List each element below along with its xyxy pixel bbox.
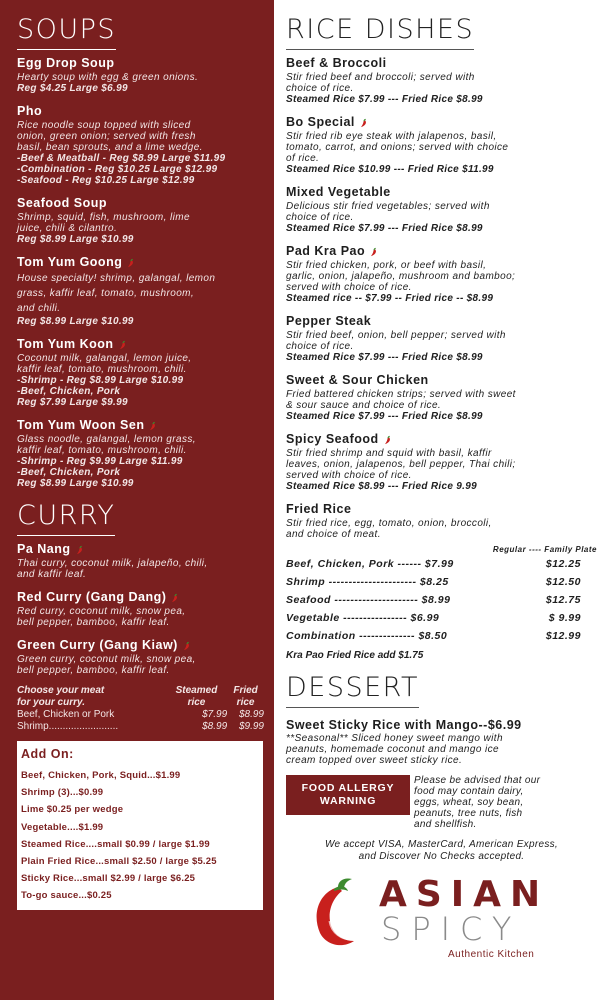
right-column bbox=[274, 0, 607, 1000]
fried-rice-meat-regular: Beef, Chicken, Pork ------ $7.99 bbox=[286, 558, 454, 570]
menu-item-name bbox=[17, 254, 264, 271]
add-on-line: Plain Fried Rice...small $2.50 / large $5.25 bbox=[21, 856, 217, 868]
chili-pepper-icon bbox=[170, 593, 179, 603]
menu-item-desc-line: served with choice of rice. bbox=[286, 282, 412, 293]
payment-notice bbox=[286, 839, 597, 863]
fried-rice-family-price: $12.50 bbox=[545, 576, 581, 588]
menu-item-name-text: Tom Yum Woon Sen bbox=[17, 418, 145, 432]
menu-item-price-line: -Beef, Chicken, Pork bbox=[17, 386, 121, 397]
menu-item-price-line: -Combination - Reg $10.25 Large $12.99 bbox=[17, 164, 218, 175]
curry-meat-name: Beef, Chicken or Pork bbox=[17, 709, 115, 720]
menu-item-name-text: Green Curry (Gang Kiaw) bbox=[17, 638, 178, 652]
menu-item-name bbox=[17, 417, 264, 434]
menu-item-price-line: -Shrimp - Reg $8.99 Large $10.99 bbox=[17, 375, 184, 386]
chili-pepper-icon bbox=[369, 247, 378, 257]
menu-item bbox=[286, 431, 597, 492]
chili-pepper-icon bbox=[148, 421, 157, 431]
allergy-badge-line: FOOD ALLERGY bbox=[301, 782, 395, 794]
menu-item-price-line: Steamed Rice $7.99 --- Fried Rice $8.99 bbox=[286, 94, 483, 105]
chili-pepper-icon bbox=[118, 340, 127, 350]
menu-item-name-text: Seafood Soup bbox=[17, 196, 108, 210]
dessert-title: DESSERT bbox=[286, 672, 419, 708]
menu-item bbox=[17, 103, 264, 186]
fried-rice-row bbox=[286, 591, 597, 609]
menu-item-name bbox=[286, 372, 597, 389]
rice-dishes-title: RICE DISHES bbox=[286, 14, 474, 50]
menu-item-desc-line: Coconut milk, galangal, lemon juice, bbox=[17, 353, 192, 364]
payment-line: and Discover No Checks accepted. bbox=[358, 851, 525, 862]
menu-item-desc-line: Fried battered chicken strips; served with sweet bbox=[286, 389, 516, 400]
fried-rice-header-label: Regular ---- Family Plate bbox=[492, 545, 597, 554]
curry-meat-header-line-2: for your curry. bbox=[17, 697, 85, 708]
menu-item-name bbox=[286, 114, 597, 131]
menu-item-desc-line: juice, chili & cilantro. bbox=[17, 223, 118, 234]
menu-item-desc-line: choice of rice. bbox=[286, 341, 354, 352]
menu-item-desc-line: Glass noodle, galangal, lemon grass, bbox=[17, 434, 196, 445]
fried-rice-header bbox=[227, 685, 264, 709]
dessert-desc-line: peanuts, homemade coconut and mango ice bbox=[286, 744, 499, 755]
menu-item bbox=[17, 637, 264, 676]
menu-item-desc-line: tomato, carrot, and onions; served with choice bbox=[286, 142, 509, 153]
rice-dishes-list bbox=[286, 55, 597, 492]
soups-list bbox=[17, 55, 264, 489]
add-on-line: Shrimp (3)...$0.99 bbox=[21, 787, 104, 799]
menu-item-name-text: Beef & Broccoli bbox=[286, 56, 387, 70]
fried-rice-meat-regular: Vegetable ---------------- $6.99 bbox=[286, 612, 440, 624]
curry-meat-row bbox=[17, 709, 264, 721]
menu-item-price-line: -Shrimp - Reg $9.99 Large $11.99 bbox=[17, 456, 183, 467]
menu-item bbox=[17, 589, 264, 628]
menu-item-name bbox=[17, 541, 264, 558]
menu-item-name bbox=[286, 55, 597, 72]
fried-rice-row bbox=[286, 627, 597, 645]
menu-item-name bbox=[17, 103, 264, 120]
menu-item bbox=[17, 195, 264, 245]
menu-item-desc-line: garlic, onion, jalapeño, mushroom and bamboo; bbox=[286, 271, 516, 282]
add-on-line: Vegetable....$1.99 bbox=[21, 821, 104, 833]
allergy-notice-line: eggs, wheat, soy bean, bbox=[414, 797, 524, 808]
menu-item-name-text: Egg Drop Soup bbox=[17, 56, 115, 70]
menu-item-name bbox=[286, 184, 597, 201]
logo-word-asian: ASIAN bbox=[379, 874, 550, 915]
menu-item-name bbox=[286, 431, 597, 448]
menu-item bbox=[286, 243, 597, 304]
menu-item-name-text: Bo Special bbox=[286, 115, 355, 129]
add-on-line: Lime $0.25 per wedge bbox=[21, 804, 124, 816]
menu-item-desc-line: Stir fried beef and broccoli; served with bbox=[286, 72, 475, 83]
menu-item-name-text: Mixed Vegetable bbox=[286, 185, 391, 199]
dessert-name: Sweet Sticky Rice with Mango--$6.99 bbox=[286, 718, 522, 732]
add-on-line: Steamed Rice....small $0.99 / large $1.99 bbox=[21, 838, 210, 850]
menu-item bbox=[17, 55, 264, 94]
menu-item-desc-line: and chili. bbox=[17, 303, 61, 314]
fried-rice-family-price: $12.99 bbox=[545, 630, 581, 642]
asian-spicy-logo bbox=[286, 869, 597, 959]
menu-item-desc-line: bell pepper, bamboo, kaffir leaf. bbox=[17, 665, 170, 676]
menu-item-price-line: -Beef, Chicken, Pork bbox=[17, 467, 121, 478]
fried-rice-family-price: $12.75 bbox=[545, 594, 581, 606]
curry-list bbox=[17, 541, 264, 676]
menu-item-desc-line: served with choice of rice. bbox=[286, 470, 412, 481]
add-on-line: Beef, Chicken, Pork, Squid...$1.99 bbox=[21, 770, 181, 781]
curry-steamed-price: $8.99 bbox=[202, 721, 228, 732]
chili-pepper-icon bbox=[359, 118, 368, 128]
fried-rice-row bbox=[286, 573, 597, 591]
menu-item bbox=[17, 541, 264, 580]
fried-rice-meat-regular: Shrimp ---------------------- $8.25 bbox=[286, 576, 449, 588]
menu-item-desc-line: kaffir leaf, tomato, mushroom, chili. bbox=[17, 364, 187, 375]
fried-rice-rows bbox=[286, 555, 597, 645]
menu-item bbox=[17, 417, 264, 489]
menu-item-desc-line: onion, green onion; served with fresh bbox=[17, 131, 196, 142]
allergy-notice-line: Please be advised that our bbox=[414, 775, 541, 786]
add-on-line: To-go sauce...$0.25 bbox=[21, 890, 112, 902]
fried-header-line-1: Fried bbox=[233, 685, 258, 696]
curry-meat-name: Shrimp......................... bbox=[17, 721, 119, 732]
menu-item-name bbox=[17, 55, 264, 72]
left-column bbox=[0, 0, 274, 1000]
menu-item-name bbox=[286, 243, 597, 260]
logo-word-spicy: SPICY bbox=[381, 910, 522, 948]
menu-item-price-line: Reg $7.99 Large $9.99 bbox=[17, 397, 128, 408]
menu-item-name-text: Spicy Seafood bbox=[286, 432, 379, 446]
menu-item-desc-line: Stir fried chicken, pork, or beef with basil, bbox=[286, 260, 487, 271]
curry-steamed-price: $7.99 bbox=[202, 709, 228, 720]
logo-tagline: Authentic Kitchen bbox=[448, 949, 535, 960]
menu-item-desc-line: Stir fried shrimp and squid with basil, kaffir bbox=[286, 448, 492, 459]
menu-item-price-line: Steamed Rice $7.99 --- Fried Rice $8.99 bbox=[286, 223, 483, 234]
fried-rice-name: Fried Rice bbox=[286, 502, 352, 516]
menu-item-name-text: Sweet & Sour Chicken bbox=[286, 373, 429, 387]
chili-pepper-icon bbox=[126, 258, 135, 268]
menu-item-price-line: Steamed Rice $10.99 --- Fried Rice $11.99 bbox=[286, 164, 494, 175]
food-allergy-badge bbox=[286, 775, 410, 815]
menu-item-name-text: Pa Nang bbox=[17, 542, 71, 556]
menu-item-name-text: Pepper Steak bbox=[286, 314, 372, 328]
curry-fried-price: $8.99 bbox=[238, 709, 264, 720]
menu-item-price-line: Steamed Rice $7.99 --- Fried Rice $8.99 bbox=[286, 411, 483, 422]
menu-item-desc-line: Stir fried rib eye steak with jalapenos, basil, bbox=[286, 131, 497, 142]
menu-item-desc-line: Stir fried beef, onion, bell pepper; served with bbox=[286, 330, 506, 341]
menu-item bbox=[286, 55, 597, 105]
menu-item-name bbox=[17, 589, 264, 606]
fried-rice-table-header bbox=[286, 545, 597, 555]
menu-item-desc-line: Delicious stir fried vegetables; served with bbox=[286, 201, 490, 212]
menu-item-price-line: -Beef & Meatball - Reg $8.99 Large $11.99 bbox=[17, 153, 226, 164]
menu-item-price-line: -Seafood - Reg $10.25 Large $12.99 bbox=[17, 175, 195, 186]
menu-item-desc-line: Hearty soup with egg & green onions. bbox=[17, 72, 199, 83]
menu-item-price-line: Reg $8.99 Large $10.99 bbox=[17, 234, 134, 245]
menu-item-name bbox=[17, 637, 264, 654]
menu-item-desc-line: Green curry, coconut milk, snow pea, bbox=[17, 654, 196, 665]
fried-rice-family-price: $12.25 bbox=[545, 558, 581, 570]
menu-item bbox=[286, 313, 597, 363]
menu-item-desc-line: choice of rice. bbox=[286, 83, 354, 94]
fried-header-line-2: rice bbox=[236, 697, 255, 708]
menu-item-price-line: Steamed rice -- $7.99 -- Fried rice -- $8.99 bbox=[286, 293, 494, 304]
menu-item-name-text: Tom Yum Goong bbox=[17, 255, 123, 269]
menu-item-desc-line: basil, bean sprouts, and a lime wedge. bbox=[17, 142, 203, 153]
fried-rice-row bbox=[286, 609, 597, 627]
menu-item-name bbox=[17, 336, 264, 353]
fried-rice-item bbox=[286, 501, 597, 661]
menu-item-desc-line: Shrimp, squid, fish, mushroom, lime bbox=[17, 212, 190, 223]
kra-pao-add-line: Kra Pao Fried Rice add $1.75 bbox=[286, 650, 424, 661]
fried-rice-meat-regular: Seafood --------------------- $8.99 bbox=[286, 594, 451, 606]
payment-line: We accept VISA, MasterCard, American Express, bbox=[324, 839, 559, 850]
curry-meat-header-label bbox=[17, 685, 166, 709]
curry-title: CURRY bbox=[17, 500, 115, 536]
add-on-title: Add On: bbox=[21, 747, 74, 761]
allergy-section bbox=[286, 775, 597, 830]
menu-item-desc-line: & sour sauce and choice of rice. bbox=[286, 400, 442, 411]
menu-item-desc-line: kaffir leaf, tomato, mushroom, chili. bbox=[17, 445, 187, 456]
chili-pepper-logo-icon bbox=[308, 875, 368, 955]
dessert-desc-line: cream topped over sweet sticky rice. bbox=[286, 755, 463, 766]
steamed-header-line-2: rice bbox=[187, 697, 206, 708]
menu-item-price-line: Steamed Rice $7.99 --- Fried Rice $8.99 bbox=[286, 352, 483, 363]
allergy-badge-line: WARNING bbox=[319, 795, 377, 807]
menu-item-desc-line: leaves, onion, jalapenos, bell pepper, Thai chili; bbox=[286, 459, 516, 470]
curry-meat-header-line-1: Choose your meat bbox=[17, 685, 105, 696]
menu-item-desc-line: grass, kaffir leaf, tomato, mushroom, bbox=[17, 288, 195, 299]
menu-item bbox=[17, 336, 264, 408]
menu-item-desc-line: Red curry, coconut milk, snow pea, bbox=[17, 606, 186, 617]
fried-rice-row bbox=[286, 555, 597, 573]
chili-pepper-icon bbox=[383, 435, 392, 445]
add-on-box bbox=[17, 741, 263, 910]
menu-item-name bbox=[17, 195, 264, 212]
curry-meat-row bbox=[17, 721, 264, 733]
soups-title: SOUPS bbox=[17, 14, 116, 50]
menu-item-desc-line: House specialty! shrimp, galangal, lemon bbox=[17, 273, 216, 284]
menu-item-name-text: Pho bbox=[17, 104, 43, 118]
fried-rice-price-table bbox=[286, 545, 597, 645]
fried-rice-meat-regular: Combination -------------- $8.50 bbox=[286, 630, 448, 642]
allergy-notice-line: peanuts, tree nuts, fish bbox=[414, 808, 523, 819]
chili-pepper-icon bbox=[75, 545, 84, 555]
allergy-notice-line: and shellfish. bbox=[414, 819, 477, 830]
allergy-notice-line: food may contain dairy, bbox=[414, 786, 524, 797]
menu-item-price-line: Reg $4.25 Large $6.99 bbox=[17, 83, 128, 94]
menu-item-desc-line: Rice noodle soup topped with sliced bbox=[17, 120, 191, 131]
menu-item-desc-line: and kaffir leaf. bbox=[17, 569, 87, 580]
menu-item-price-line: Reg $8.99 Large $10.99 bbox=[17, 478, 134, 489]
add-on-line: Sticky Rice...small $2.99 / large $6.25 bbox=[21, 873, 196, 885]
menu-item-price-line: Reg $8.99 Large $10.99 bbox=[17, 316, 134, 327]
allergy-notice bbox=[414, 775, 540, 830]
menu-item-name bbox=[286, 313, 597, 330]
menu-item bbox=[286, 184, 597, 234]
fried-rice-desc-line: Stir fried rice, egg, tomato, onion, broccoli, bbox=[286, 518, 492, 529]
add-on-list bbox=[21, 767, 257, 905]
menu-item bbox=[17, 254, 264, 327]
curry-meat-table bbox=[17, 685, 264, 733]
menu-item-price-line: Steamed Rice $8.99 --- Fried Rice 9.99 bbox=[286, 481, 477, 492]
menu-item-desc-line: choice of rice. bbox=[286, 212, 354, 223]
curry-fried-price: $9.99 bbox=[238, 721, 264, 732]
steamed-rice-header bbox=[166, 685, 227, 709]
menu-item bbox=[286, 114, 597, 175]
fried-rice-desc-line: and choice of meat. bbox=[286, 529, 381, 540]
menu-item bbox=[286, 372, 597, 422]
dessert-desc-line: **Seasonal** Sliced honey sweet mango with bbox=[286, 733, 503, 744]
menu-item-desc-line: of rice. bbox=[286, 153, 320, 164]
fried-rice-family-price: $ 9.99 bbox=[548, 612, 581, 624]
menu-item-desc-line: bell pepper, bamboo, kaffir leaf. bbox=[17, 617, 170, 628]
curry-meat-table-header bbox=[17, 685, 264, 709]
menu-item-name-text: Tom Yum Koon bbox=[17, 337, 114, 351]
menu-item-name-text: Red Curry (Gang Dang) bbox=[17, 590, 167, 604]
steamed-header-line-1: Steamed bbox=[175, 685, 218, 696]
menu-item-desc-line: Thai curry, coconut milk, jalapeño, chili, bbox=[17, 558, 208, 569]
chili-pepper-icon bbox=[182, 641, 191, 651]
menu-item-name-text: Pad Kra Pao bbox=[286, 244, 366, 258]
